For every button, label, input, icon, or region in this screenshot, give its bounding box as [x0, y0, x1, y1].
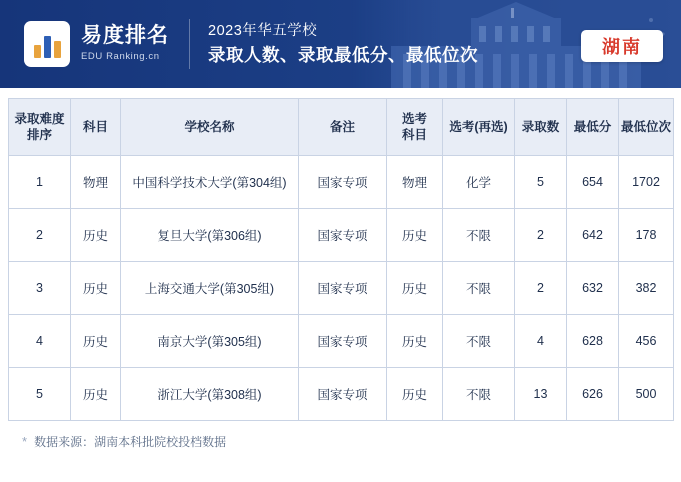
cell-rank: 2 [9, 209, 71, 262]
cell-rank: 4 [9, 315, 71, 368]
col-header-subject: 科目 [71, 99, 121, 156]
cell-school: 浙江大学(第308组) [121, 368, 299, 421]
col-header-elective2: 选考(再选) [443, 99, 515, 156]
col-header-min-score: 最低分 [567, 99, 619, 156]
cell-elective: 物理 [387, 156, 443, 209]
cell-min-rank: 382 [619, 262, 674, 315]
cell-elective2: 化学 [443, 156, 515, 209]
col-header-min-rank: 最低位次 [619, 99, 674, 156]
cell-elective2: 不限 [443, 262, 515, 315]
cell-remark: 国家专项 [299, 209, 387, 262]
asterisk-icon: * [22, 434, 28, 449]
col-header-rank: 录取难度 排序 [9, 99, 71, 156]
header-divider [189, 19, 190, 69]
province-badge-label: 湖南 [602, 37, 642, 57]
table-row [9, 262, 674, 315]
brand-name-en: EDU Ranking.cn [81, 51, 160, 62]
admissions-table [8, 98, 674, 421]
table-header-row [9, 99, 674, 156]
brand-name-cn: 易度排名 [81, 24, 169, 47]
cell-remark: 国家专项 [299, 315, 387, 368]
table-container [0, 88, 681, 421]
cell-min-score: 626 [567, 368, 619, 421]
table-row [9, 368, 674, 421]
title-main: 录取人数、录取最低分、最低位次 [208, 45, 478, 65]
cell-remark: 国家专项 [299, 368, 387, 421]
cell-admitted: 2 [515, 209, 567, 262]
cell-admitted: 2 [515, 262, 567, 315]
title-subtitle: 2023年华五学校 [208, 23, 318, 39]
cell-subject: 历史 [71, 209, 121, 262]
data-source-note [0, 433, 681, 450]
logo-bar-3 [54, 41, 61, 58]
cell-rank: 3 [9, 262, 71, 315]
cell-rank: 1 [9, 156, 71, 209]
cell-elective: 历史 [387, 262, 443, 315]
cell-school: 复旦大学(第306组) [121, 209, 299, 262]
cell-elective2: 不限 [443, 315, 515, 368]
cell-subject: 历史 [71, 262, 121, 315]
cell-min-rank: 500 [619, 368, 674, 421]
table-row [9, 209, 674, 262]
cell-subject: 物理 [71, 156, 121, 209]
cell-elective2: 不限 [443, 368, 515, 421]
col-header-school: 学校名称 [121, 99, 299, 156]
cell-elective: 历史 [387, 368, 443, 421]
header-content [0, 0, 681, 88]
cell-admitted: 5 [515, 156, 567, 209]
cell-min-rank: 456 [619, 315, 674, 368]
cell-rank: 5 [9, 368, 71, 421]
cell-admitted: 13 [515, 368, 567, 421]
brand-logo-icon [24, 21, 70, 67]
cell-remark: 国家专项 [299, 262, 387, 315]
page-header [0, 0, 681, 88]
logo-bar-2 [44, 36, 51, 58]
cell-min-score: 632 [567, 262, 619, 315]
cell-min-rank: 1702 [619, 156, 674, 209]
cell-min-score: 642 [567, 209, 619, 262]
cell-min-score: 654 [567, 156, 619, 209]
cell-elective: 历史 [387, 315, 443, 368]
page-title [208, 20, 478, 68]
cell-subject: 历史 [71, 315, 121, 368]
cell-subject: 历史 [71, 368, 121, 421]
cell-school: 上海交通大学(第305组) [121, 262, 299, 315]
cell-school: 南京大学(第305组) [121, 315, 299, 368]
data-source-text: 数据来源：湖南本科批院校投档数据 [34, 435, 227, 449]
cell-elective2: 不限 [443, 209, 515, 262]
cell-admitted: 4 [515, 315, 567, 368]
cell-min-rank: 178 [619, 209, 674, 262]
cell-min-score: 628 [567, 315, 619, 368]
province-badge [581, 30, 663, 62]
cell-remark: 国家专项 [299, 156, 387, 209]
col-header-admitted: 录取数 [515, 99, 567, 156]
col-header-elective: 选考 科目 [387, 99, 443, 156]
logo-bar-1 [34, 45, 41, 58]
table-row [9, 156, 674, 209]
col-header-remark: 备注 [299, 99, 387, 156]
table-body [9, 156, 674, 421]
cell-elective: 历史 [387, 209, 443, 262]
table-row [9, 315, 674, 368]
cell-school: 中国科学技术大学(第304组) [121, 156, 299, 209]
brand-text [81, 24, 169, 64]
